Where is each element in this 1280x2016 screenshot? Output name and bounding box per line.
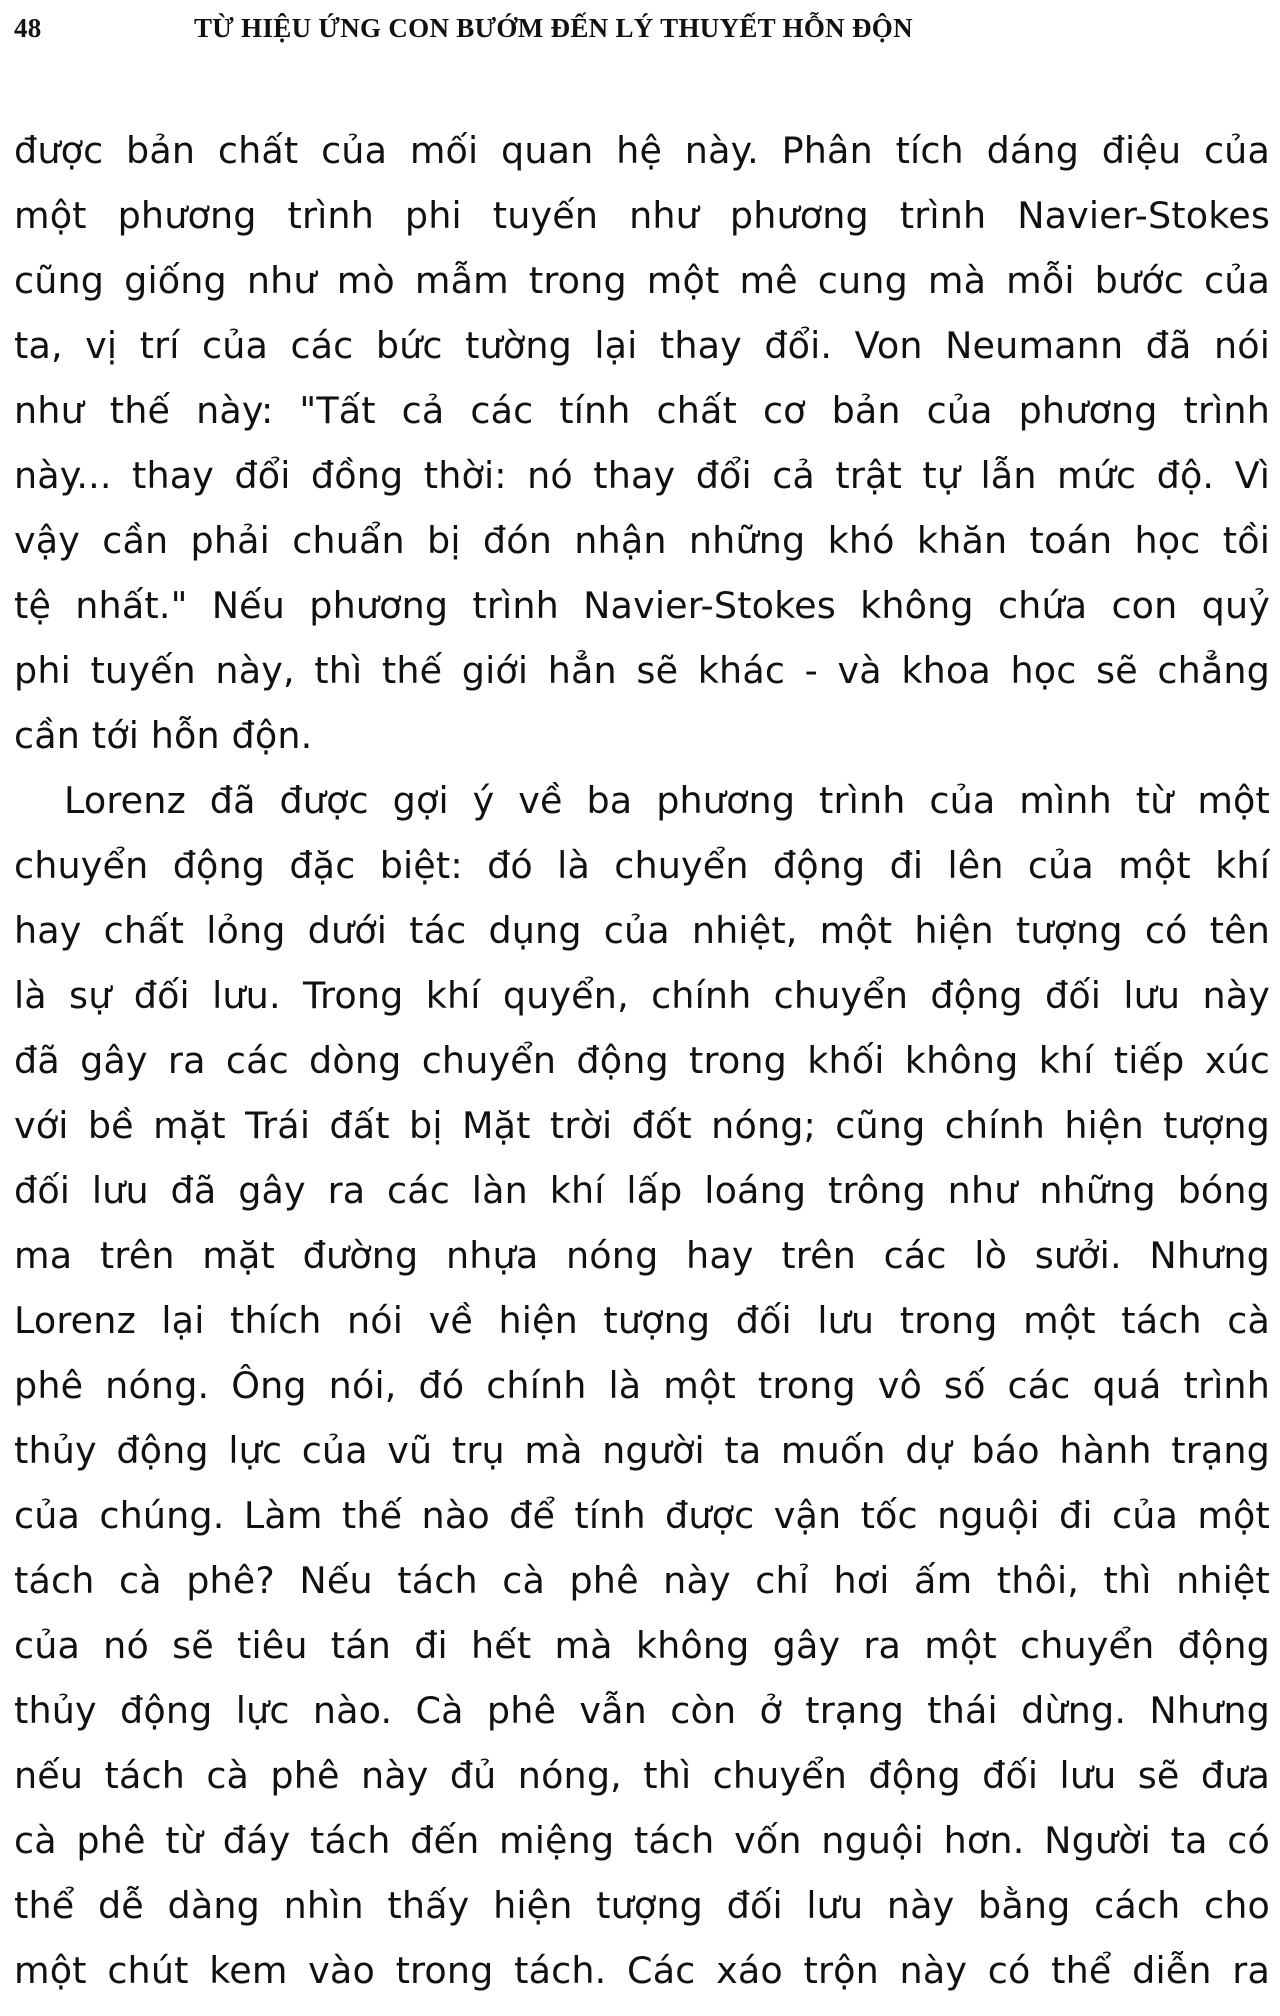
running-header: [14, 8, 1266, 48]
text-line: cần tới hỗn độn.: [14, 714, 313, 757]
text-line: nếu tách cà phê này đủ nóng, thì chuyển động đối lưu sẽ đưa: [14, 1754, 1270, 1797]
text-line: Lorenz lại thích nói về hiện tượng đối lưu trong một tách cà: [14, 1299, 1270, 1342]
text-line: cũng giống như mò mẫm trong một mê cung mà mỗi bước của: [14, 259, 1270, 302]
text-line: ta, vị trí của các bức tường lại thay đổi. Von Neumann đã nói: [14, 324, 1270, 367]
running-title: TỪ HIỆU ỨNG CON BƯỚM ĐẾN LÝ THUYẾT HỖN ĐỘN: [194, 12, 913, 43]
text-line: phi tuyến này, thì thế giới hẳn sẽ khác - và khoa học sẽ chẳng: [14, 649, 1270, 692]
text-line: cà phê từ đáy tách đến miệng tách vốn nguội hơn. Người ta có: [14, 1819, 1270, 1862]
text-line: một chút kem vào trong tách. Các xáo trộn này có thể diễn ra: [14, 1949, 1270, 1992]
body-text: [14, 118, 1270, 2003]
text-line: này... thay đổi đồng thời: nó thay đổi cả trật tự lẫn mức độ. Vì: [14, 454, 1270, 497]
text-line: tệ nhất." Nếu phương trình Navier-Stokes không chứa con quỷ: [14, 584, 1270, 627]
text-line: đã gây ra các dòng chuyển động trong khối không khí tiếp xúc: [14, 1039, 1270, 1082]
paragraph: [14, 118, 1270, 768]
text-line: chuyển động đặc biệt: đó là chuyển động đi lên của một khí: [14, 844, 1270, 887]
text-line: là sự đối lưu. Trong khí quyển, chính chuyển động đối lưu này: [14, 974, 1270, 1017]
text-line: thủy động lực của vũ trụ mà người ta muốn dự báo hành trạng: [14, 1429, 1270, 1472]
text-line: được bản chất của mối quan hệ này. Phân tích dáng điệu của: [14, 129, 1270, 172]
text-line: thể dễ dàng nhìn thấy hiện tượng đối lưu này bằng cách cho: [14, 1884, 1270, 1927]
paragraph: [14, 768, 1270, 2003]
text-line: thủy động lực nào. Cà phê vẫn còn ở trạng thái dừng. Nhưng: [14, 1689, 1270, 1732]
text-line: với bề mặt Trái đất bị Mặt trời đốt nóng; cũng chính hiện tượng: [14, 1104, 1270, 1147]
text-line: của nó sẽ tiêu tán đi hết mà không gây ra một chuyển động: [14, 1624, 1270, 1667]
text-line: của chúng. Làm thế nào để tính được vận tốc nguội đi của một: [14, 1494, 1270, 1537]
text-line: như thế này: "Tất cả các tính chất cơ bản của phương trình: [14, 389, 1270, 432]
text-line: tách cà phê? Nếu tách cà phê này chỉ hơi ấm thôi, thì nhiệt: [14, 1559, 1270, 1602]
text-line: một phương trình phi tuyến như phương trình Navier-Stokes: [14, 194, 1270, 237]
text-line: phê nóng. Ông nói, đó chính là một trong vô số các quá trình: [14, 1364, 1270, 1407]
page-number: 48: [14, 12, 42, 43]
text-line: Lorenz đã được gợi ý về ba phương trình của mình từ một: [64, 779, 1270, 822]
text-line: ma trên mặt đường nhựa nóng hay trên các lò sưởi. Nhưng: [14, 1234, 1270, 1277]
text-line: vậy cần phải chuẩn bị đón nhận những khó khăn toán học tồi: [14, 519, 1270, 562]
text-line: hay chất lỏng dưới tác dụng của nhiệt, một hiện tượng có tên: [14, 909, 1270, 952]
text-line: đối lưu đã gây ra các làn khí lấp loáng trông như những bóng: [14, 1169, 1270, 1212]
